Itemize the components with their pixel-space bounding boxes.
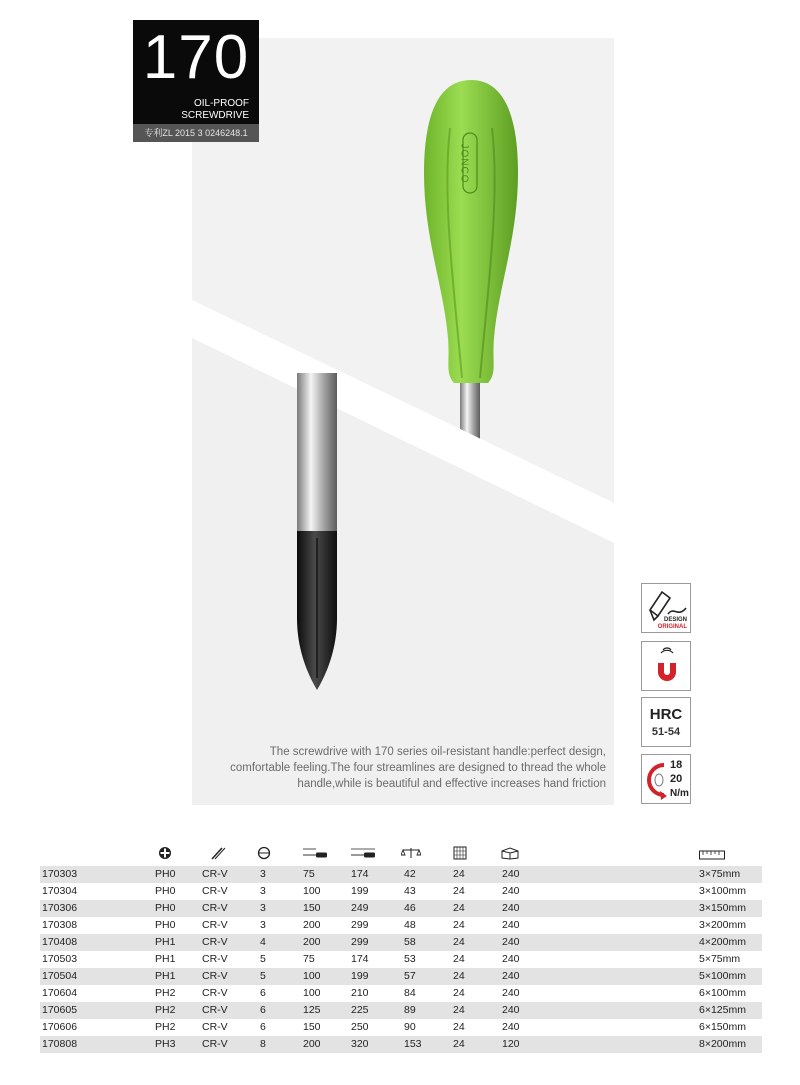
- cell-total-length: 174: [351, 953, 369, 965]
- table-row: [40, 1002, 762, 1019]
- cell-inner-box: 24: [453, 902, 465, 914]
- cell-size: 3×200mm: [699, 919, 746, 931]
- inner-box-icon: [453, 846, 467, 860]
- cell-code: 170604: [42, 987, 78, 999]
- cell-code: 170503: [42, 953, 78, 965]
- cell-blade-length: 75: [303, 868, 315, 880]
- cell-material: CR-V: [202, 1038, 228, 1050]
- cell-inner-box: 24: [453, 1021, 465, 1033]
- cell-diameter: 4: [260, 936, 266, 948]
- table-row: [40, 968, 762, 985]
- cell-material: CR-V: [202, 936, 228, 948]
- cell-tip: PH2: [155, 1021, 176, 1033]
- cell-tip: PH1: [155, 970, 176, 982]
- cell-material: CR-V: [202, 919, 228, 931]
- table-row: [40, 985, 762, 1002]
- badge-line-1: OIL-PROOF: [193, 98, 249, 109]
- cell-material: CR-V: [202, 970, 228, 982]
- cell-code: 170808: [42, 1038, 78, 1050]
- cell-size: 6×100mm: [699, 987, 746, 999]
- cell-blade-length: 200: [303, 936, 321, 948]
- table-row: [40, 866, 762, 883]
- cell-inner-box: 24: [453, 1004, 465, 1016]
- description-line: The screwdrive with 170 series oil-resistant handle:perfect design,: [269, 746, 606, 758]
- cell-material: CR-V: [202, 902, 228, 914]
- product-photo: [192, 38, 614, 805]
- cell-material: CR-V: [202, 953, 228, 965]
- cell-diameter: 5: [260, 953, 266, 965]
- total-length-icon: [350, 846, 376, 860]
- ruler-icon: [699, 850, 725, 860]
- cell-tip: PH1: [155, 936, 176, 948]
- description-line: comfortable feeling.The four streamlines are designed to thread the whole: [230, 762, 606, 774]
- cell-inner-box: 24: [453, 953, 465, 965]
- spec-table: [40, 866, 762, 1053]
- cell-carton: 240: [502, 987, 520, 999]
- cell-blade-length: 200: [303, 1038, 321, 1050]
- description-line: handle,while is beautiful and effective increases hand friction: [297, 778, 606, 790]
- blade-length-icon: [302, 846, 328, 860]
- cell-total-length: 299: [351, 919, 369, 931]
- cell-carton: 240: [502, 1021, 520, 1033]
- cell-size: 5×75mm: [699, 953, 741, 965]
- cell-weight: 57: [404, 970, 416, 982]
- magnet-icon: [641, 641, 691, 691]
- design-original-icon: [641, 583, 691, 633]
- torque-min: 18: [670, 759, 683, 771]
- table-row: [40, 951, 762, 968]
- cell-inner-box: 24: [453, 987, 465, 999]
- diameter-icon: [257, 846, 271, 860]
- cell-blade-length: 75: [303, 953, 315, 965]
- cell-weight: 58: [404, 936, 416, 948]
- cell-total-length: 199: [351, 970, 369, 982]
- weight-icon: [401, 846, 421, 860]
- cell-weight: 153: [404, 1038, 422, 1050]
- cell-diameter: 5: [260, 970, 266, 982]
- torque-unit: N/m: [670, 788, 689, 799]
- cell-carton: 240: [502, 868, 520, 880]
- cell-code: 170606: [42, 1021, 78, 1033]
- cell-carton: 240: [502, 970, 520, 982]
- cell-material: CR-V: [202, 1021, 228, 1033]
- badge-line-2: SCREWDRIVE: [181, 110, 249, 121]
- cell-diameter: 6: [260, 1021, 266, 1033]
- cell-total-length: 249: [351, 902, 369, 914]
- cell-material: CR-V: [202, 885, 228, 897]
- series-badge: [133, 20, 259, 142]
- cell-code: 170304: [42, 885, 78, 897]
- cell-size: 5×100mm: [699, 970, 746, 982]
- cell-total-length: 199: [351, 885, 369, 897]
- cell-total-length: 225: [351, 1004, 369, 1016]
- cell-diameter: 3: [260, 919, 266, 931]
- cell-diameter: 8: [260, 1038, 266, 1050]
- cell-blade-length: 100: [303, 970, 321, 982]
- cell-weight: 43: [404, 885, 416, 897]
- cell-carton: 240: [502, 919, 520, 931]
- patent-number: 专利ZL 2015 3 0246248.1: [133, 124, 259, 142]
- cell-size: 6×125mm: [699, 1004, 746, 1016]
- cell-total-length: 210: [351, 987, 369, 999]
- cell-blade-length: 125: [303, 1004, 321, 1016]
- cell-blade-length: 100: [303, 885, 321, 897]
- table-row: [40, 1019, 762, 1036]
- cell-tip: PH3: [155, 1038, 176, 1050]
- cell-inner-box: 24: [453, 885, 465, 897]
- cell-total-length: 174: [351, 868, 369, 880]
- hrc-hardness-icon: [641, 697, 691, 747]
- cell-tip: PH0: [155, 919, 176, 931]
- cell-inner-box: 24: [453, 919, 465, 931]
- cell-carton: 240: [502, 1004, 520, 1016]
- cell-diameter: 3: [260, 902, 266, 914]
- cell-total-length: 320: [351, 1038, 369, 1050]
- cell-weight: 89: [404, 1004, 416, 1016]
- cell-total-length: 299: [351, 936, 369, 948]
- cell-size: 4×200mm: [699, 936, 746, 948]
- cell-weight: 42: [404, 868, 416, 880]
- table-row: [40, 1036, 762, 1053]
- cell-size: 3×75mm: [699, 868, 741, 880]
- cell-blade-length: 200: [303, 919, 321, 931]
- cell-diameter: 6: [260, 987, 266, 999]
- cell-inner-box: 24: [453, 1038, 465, 1050]
- cell-total-length: 250: [351, 1021, 369, 1033]
- cell-carton: 240: [502, 953, 520, 965]
- hrc-label: HRC: [649, 706, 683, 723]
- phillips-tip-icon: [158, 846, 172, 860]
- cell-material: CR-V: [202, 868, 228, 880]
- cell-inner-box: 24: [453, 970, 465, 982]
- cell-code: 170605: [42, 1004, 78, 1016]
- lower-shaft: [297, 373, 337, 531]
- torque-max: 20: [670, 773, 683, 785]
- cell-code: 170504: [42, 970, 78, 982]
- cell-diameter: 3: [260, 868, 266, 880]
- series-number: 170: [142, 23, 250, 92]
- cell-code: 170308: [42, 919, 78, 931]
- cell-blade-length: 150: [303, 902, 321, 914]
- cell-code: 170306: [42, 902, 78, 914]
- original-label: ORIGINAL: [657, 624, 687, 630]
- cell-tip: PH2: [155, 1004, 176, 1016]
- cell-blade-length: 150: [303, 1021, 321, 1033]
- handle-brand-text: JONCO: [458, 143, 470, 184]
- cell-weight: 48: [404, 919, 416, 931]
- cell-weight: 53: [404, 953, 416, 965]
- design-label: DESIGN: [663, 617, 687, 623]
- cell-material: CR-V: [202, 987, 228, 999]
- cell-tip: PH0: [155, 902, 176, 914]
- table-row: [40, 900, 762, 917]
- cell-code: 170303: [42, 868, 78, 880]
- hrc-value: 51-54: [651, 726, 681, 738]
- cell-carton: 240: [502, 902, 520, 914]
- cell-size: 6×150mm: [699, 1021, 746, 1033]
- cell-tip: PH2: [155, 987, 176, 999]
- cell-weight: 46: [404, 902, 416, 914]
- cell-inner-box: 24: [453, 868, 465, 880]
- cell-code: 170408: [42, 936, 78, 948]
- cell-weight: 84: [404, 987, 416, 999]
- cell-carton: 240: [502, 936, 520, 948]
- cell-size: 8×200mm: [699, 1038, 746, 1050]
- table-row: [40, 917, 762, 934]
- cell-carton: 120: [502, 1038, 520, 1050]
- material-icon: [210, 846, 226, 860]
- table-row: [40, 934, 762, 951]
- torque-icon: [641, 754, 691, 804]
- cell-size: 3×100mm: [699, 885, 746, 897]
- cell-blade-length: 100: [303, 987, 321, 999]
- table-row: [40, 883, 762, 900]
- cell-tip: PH0: [155, 885, 176, 897]
- cell-carton: 240: [502, 885, 520, 897]
- cell-tip: PH1: [155, 953, 176, 965]
- cell-material: CR-V: [202, 1004, 228, 1016]
- carton-icon: [501, 846, 519, 860]
- cell-diameter: 3: [260, 885, 266, 897]
- cell-diameter: 6: [260, 1004, 266, 1016]
- cell-inner-box: 24: [453, 936, 465, 948]
- green-handle: [424, 80, 518, 383]
- cell-weight: 90: [404, 1021, 416, 1033]
- cell-size: 3×150mm: [699, 902, 746, 914]
- cell-tip: PH0: [155, 868, 176, 880]
- product-description: [196, 744, 606, 792]
